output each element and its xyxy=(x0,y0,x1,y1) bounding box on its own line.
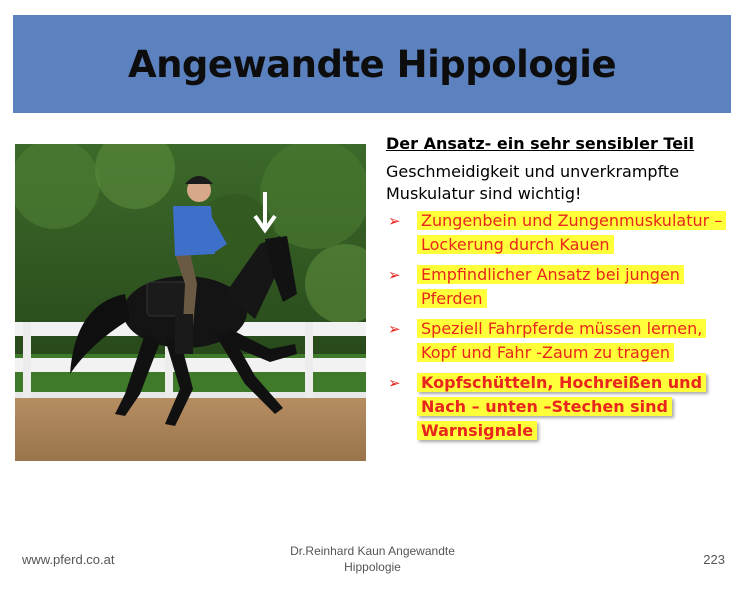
bullet-text: Speziell Fahrpferde müssen lernen, Kopf und Fahr -Zaum zu tragen xyxy=(417,319,706,362)
bullet-list xyxy=(386,209,731,443)
content-intro: Geschmeidigkeit und unverkrampfte Muskulatur sind wichtig! xyxy=(386,162,680,203)
arrowhead-icon: ➢ xyxy=(388,266,401,284)
content-heading: Der Ansatz- ein sehr sensibler Teil xyxy=(386,134,695,153)
bullet-item xyxy=(386,317,731,365)
bullet-text: Kopfschütteln, Hochreißen und Nach – unten –Stechen sind Warnsignale xyxy=(417,373,706,440)
bullet-text: Zungenbein und Zungenmuskulatur – Lockerung durch Kauen xyxy=(417,211,726,254)
page-number: 223 xyxy=(703,552,725,567)
title-bar xyxy=(13,15,731,113)
footer-website: www.pferd.co.at xyxy=(22,552,115,567)
arrowhead-icon: ➢ xyxy=(388,320,401,338)
bullet-text: Empfindlicher Ansatz bei jungen Pferden xyxy=(417,265,684,308)
bullet-item xyxy=(386,209,731,257)
bullet-item xyxy=(386,263,731,311)
arrowhead-icon: ➢ xyxy=(388,374,401,392)
horse-rider-photo xyxy=(15,144,366,461)
footer-author: Dr.Reinhard Kaun Angewandte Hippologie xyxy=(290,544,455,574)
arrowhead-icon: ➢ xyxy=(388,212,401,230)
content-panel xyxy=(386,133,731,449)
slide-title: Angewandte Hippologie xyxy=(127,42,617,86)
bullet-item xyxy=(386,371,731,443)
